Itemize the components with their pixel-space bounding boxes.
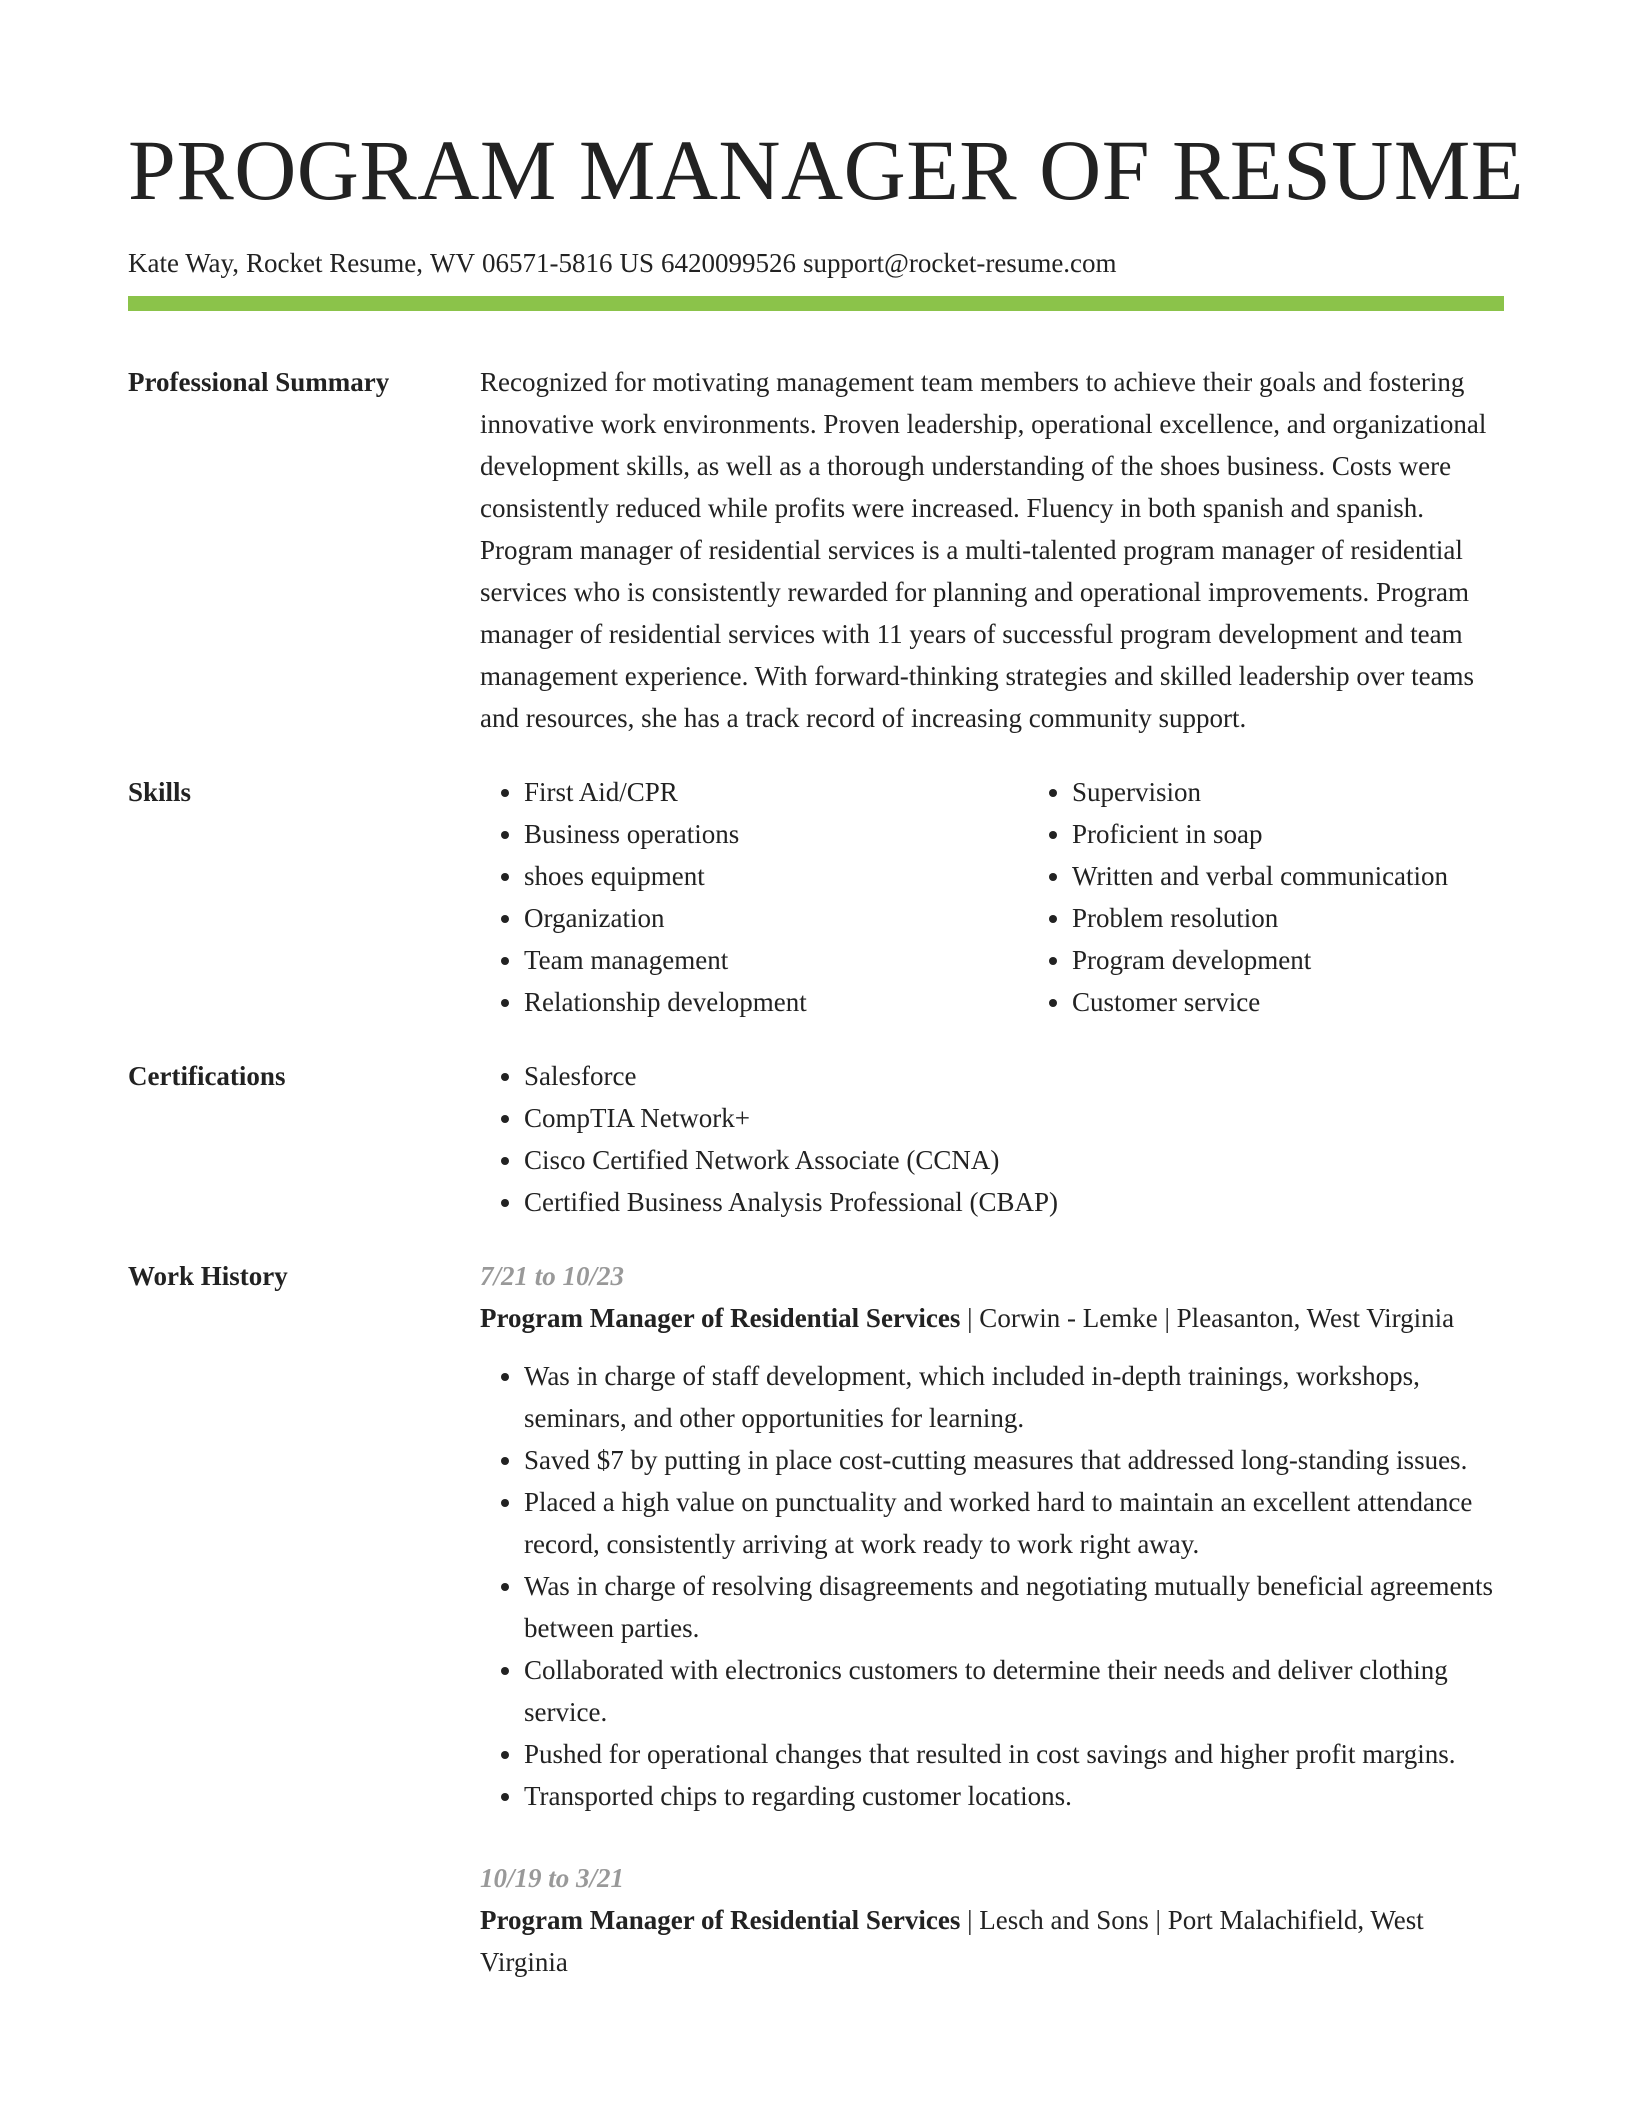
skill-item: • Relationship development: [524, 981, 1028, 1023]
contact-country: US: [619, 248, 655, 278]
job-bullet: • Was in charge of resolving disagreements and negotiating mutually beneficial agreements between parties.: [524, 1565, 1504, 1649]
job-dates: 7/21 to 10/23: [480, 1261, 625, 1291]
skill-item: • Supervision: [1072, 771, 1576, 813]
summary-section: [128, 361, 1504, 739]
certification-item: • Cisco Certified Network Associate (CCNA): [524, 1139, 1504, 1181]
job-bullet: • Pushed for operational changes that resulted in cost savings and higher profit margins.: [524, 1733, 1504, 1775]
job-bullets: [480, 1355, 1504, 1817]
job-bullet: • Transported chips to regarding customer locations.: [524, 1775, 1504, 1817]
skills-label: Skills: [128, 777, 192, 807]
contact-email: support@rocket-resume.com: [803, 248, 1117, 278]
summary-label: Professional Summary: [128, 367, 390, 397]
contact-city: Rocket Resume,: [246, 248, 424, 278]
skills-section: [128, 771, 1504, 1023]
certification-item: • CompTIA Network+: [524, 1097, 1504, 1139]
contact-phone: 6420099526: [661, 248, 797, 278]
contact-state: WV: [430, 248, 475, 278]
contact-name: Kate Way,: [128, 248, 240, 278]
certifications-list: [480, 1055, 1504, 1223]
skill-item: • Business operations: [524, 813, 1028, 855]
skill-item: • Customer service: [1072, 981, 1576, 1023]
job-entry: [480, 1857, 1504, 1983]
job-details: | Lesch and Sons | Port Malachifield, West Virginia: [480, 1905, 1424, 1977]
work-history-label: Work History: [128, 1261, 288, 1291]
certification-item: • Salesforce: [524, 1055, 1504, 1097]
header-divider: [128, 296, 1504, 311]
skill-item: • Organization: [524, 897, 1028, 939]
job-details: | Corwin - Lemke | Pleasanton, West Virginia: [960, 1303, 1455, 1333]
job-bullet: • Saved $7 by putting in place cost-cutting measures that addressed long-standing issues.: [524, 1439, 1504, 1481]
job-heading: [480, 1899, 1504, 1983]
skill-item: • Problem resolution: [1072, 897, 1576, 939]
job-dates: 10/19 to 3/21: [480, 1863, 625, 1893]
skill-item: • First Aid/CPR: [524, 771, 1028, 813]
certifications-section: [128, 1055, 1504, 1223]
job-bullet: • Collaborated with electronics customers to determine their needs and deliver clothing service.: [524, 1649, 1504, 1733]
resume-title: PROGRAM MANAGER OF RESUME: [128, 122, 1524, 218]
certification-item: • Certified Business Analysis Professional (CBAP): [524, 1181, 1504, 1223]
skill-item: • shoes equipment: [524, 855, 1028, 897]
skill-item: • Written and verbal communication: [1072, 855, 1576, 897]
summary-text: Recognized for motivating management team members to achieve their goals and fostering innovative work environments. Proven leadership, operational excellence, and organizational development skills, as well as a thorough understanding of the shoes business. Costs were consistently reduced while profits were increased. Fluency in both spanish and spanish. Program manager of residential services is a multi-talented program manager of residential services who is consistently rewarded for planning and operational improvements. Program manager of residential services with 11 years of successful program development and team management experience. With forward-thinking strategies and skilled leadership over teams and resources, she has a track record of increasing community support.: [480, 367, 1487, 733]
contact-line: [128, 246, 1504, 280]
skill-item: • Proficient in soap: [1072, 813, 1576, 855]
certifications-label: Certifications: [128, 1061, 286, 1091]
skills-column-1: [480, 771, 1028, 1023]
job-heading: [480, 1297, 1504, 1339]
skill-item: • Team management: [524, 939, 1028, 981]
job-title: Program Manager of Residential Services: [480, 1905, 961, 1935]
resume-page: [128, 0, 1524, 1983]
job-bullet: • Was in charge of staff development, which included in-depth trainings, workshops, seminars, and other opportunities for learning.: [524, 1355, 1504, 1439]
work-history-section: [128, 1255, 1504, 1983]
skills-column-2: [1028, 771, 1576, 1023]
job-entry: [480, 1255, 1504, 1817]
job-bullet: • Placed a high value on punctuality and worked hard to maintain an excellent attendance record, consistently arriving at work ready to work right away.: [524, 1481, 1504, 1565]
skill-item: • Program development: [1072, 939, 1576, 981]
contact-zip: 06571-5816: [482, 248, 613, 278]
job-title: Program Manager of Residential Services: [480, 1303, 961, 1333]
